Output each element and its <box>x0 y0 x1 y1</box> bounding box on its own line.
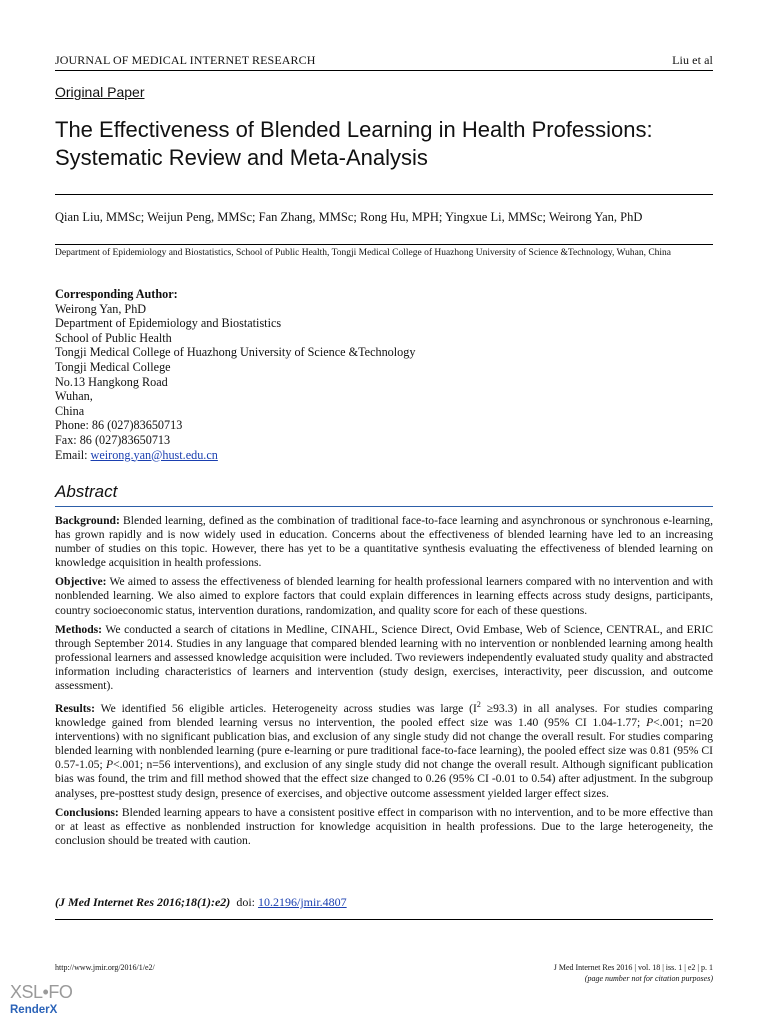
abstract-rule <box>55 506 713 507</box>
citation-ref: (J Med Internet Res 2016;18(1):e2) <box>55 895 231 909</box>
renderx-logo: RenderX <box>10 1004 58 1016</box>
corr-fax: Fax: 86 (027)83650713 <box>55 432 171 447</box>
results-text-c: <.001; n=20 interventions) with no significant publication bias, and exclusion of any single study did not change the overall result. For studies comparing blended learning with nonblended learning (pure e-learning or pure traditional face-to-face learning), the pooled effect size was 0.81 (95% CI 0.57-1.05; <box>55 716 713 772</box>
header-rule <box>55 70 713 71</box>
results-text-d: <.001; n=56 interventions), and exclusion of any single study did not change the overall result. Although significant publication bias was found, the trim and fill method showed that the effect size changed to 0.26 (95% CI -0.01 to 0.54) after adjustment. In the subgroup analyses, pre-posttest study design, presence of exercises, and objective outcome assessment yielded larger effect sizes. <box>55 758 713 800</box>
email-label: Email: <box>55 447 91 462</box>
results-text-b: ≥93.3) in all analyses. For studies comparing knowledge gained from blended learning versus no intervention, the pooled effect size was 1.40 (95% CI 1.04-1.77; <box>55 701 713 730</box>
objective-text: We aimed to assess the effectiveness of blended learning for health professional learners compared with no intervention and with nonblended learning. We also aimed to explore factors that could explain differences in learning effects across study designs, participants, country socioeconomic status, intervention durations, randomization, and quality score for each of these questions. <box>55 575 713 617</box>
corresponding-author-block <box>55 287 555 462</box>
corr-line: Wuhan, <box>55 389 93 404</box>
corr-line: Tongji Medical College of Huazhong University of Science &Technology <box>55 345 416 360</box>
abstract-results <box>55 698 713 801</box>
affiliation: Department of Epidemiology and Biostatistics, School of Public Health, Tongji Medical College of Huazhong University of Science &Technology, Wuhan, China <box>55 248 672 258</box>
corr-line: No.13 Hangkong Road <box>55 374 168 389</box>
paper-title-line-2: Systematic Review and Meta-Analysis <box>55 145 428 170</box>
footer-url[interactable]: http://www.jmir.org/2016/1/e2/ <box>55 963 155 972</box>
doi-link[interactable]: 10.2196/jmir.4807 <box>257 895 347 909</box>
abstract-background <box>55 514 713 570</box>
corr-phone: Phone: 86 (027)83650713 <box>55 418 183 433</box>
abstract-methods <box>55 623 713 693</box>
citation-rule <box>55 919 713 920</box>
abstract-conclusions <box>55 806 713 848</box>
results-label: Results: <box>55 701 95 715</box>
results-text-a: We identified 56 eligible articles. Heterogeneity across studies was large (I <box>100 701 477 715</box>
corresponding-author-label: Corresponding Author: <box>55 287 178 301</box>
corr-line: China <box>55 403 85 418</box>
conclusions-label: Conclusions: <box>55 805 119 819</box>
title-rule <box>55 194 713 195</box>
paper-title <box>55 116 735 172</box>
results-p-symbol: P <box>646 716 654 730</box>
running-header-authors: Liu et al <box>672 53 713 67</box>
conclusions-text: Blended learning appears to have a consistent positive effect in comparison with no intervention, and to be more effective than or at least as effective as nonblended instruction for knowledge acquisition in health professions. Due to the large heterogeneity, the conclusion should be treated with caution. <box>55 805 713 847</box>
corr-line: School of Public Health <box>55 330 172 345</box>
email-link[interactable]: weirong.yan@hust.edu.cn <box>90 447 218 462</box>
doi-label: doi: <box>236 895 255 909</box>
xslfo-logo: XSL•FO <box>10 982 73 1002</box>
background-label: Background: <box>55 514 120 527</box>
objective-label: Objective: <box>55 575 107 589</box>
article-type: Original Paper <box>55 84 145 100</box>
corr-line: Department of Epidemiology and Biostatistics <box>55 316 282 331</box>
footer-note: (page number not for citation purposes) <box>584 974 713 983</box>
results-p-symbol: P <box>106 758 114 772</box>
citation-line <box>55 895 347 910</box>
results-superscript: 2 <box>476 700 481 710</box>
corr-line: Weirong Yan, PhD <box>55 301 147 316</box>
paper-title-line-1: The Effectiveness of Blended Learning in Health Professions: <box>55 117 653 142</box>
running-header-journal: JOURNAL OF MEDICAL INTERNET RESEARCH <box>55 53 316 67</box>
author-list: Qian Liu, MMSc; Weijun Peng, MMSc; Fan Zhang, MMSc; Rong Hu, MPH; Yingxue Li, MMSc; Weirong Yan, PhD <box>55 210 643 224</box>
corr-line: Tongji Medical College <box>55 359 171 374</box>
authors-rule <box>55 244 713 245</box>
abstract-heading: Abstract <box>55 482 118 501</box>
methods-label: Methods: <box>55 622 103 636</box>
abstract-body <box>55 514 713 853</box>
corr-email-row <box>55 448 555 463</box>
background-text: Blended learning, defined as the combination of traditional face-to-face learning and asynchronous or synchronous e-learning, has grown rapidly and is now widely used in education. Concerns about the effectiveness of blended learning have led to an increasing number of studies on this topic. However, there has yet to be a quantitative synthesis evaluating the effectiveness of blended learning on knowledge acquisition in health professions. <box>55 514 713 570</box>
abstract-objective <box>55 575 713 617</box>
methods-text: We conducted a search of citations in Medline, CINAHL, Science Direct, Ovid Embase, Web of Science, CENTRAL, and ERIC through September 2014. Studies in any language that compared blended learning with no intervention or nonblended learning among health professional learners and assessed knowledge acquisition were included. Two reviewers independently evaluated study quality and abstracted information including characteristics of learners and intervention (study design, exercises, interactivity, peer discussion, and outcome assessment). <box>55 622 713 693</box>
footer-issue: J Med Internet Res 2016 | vol. 18 | iss. 1 | e2 | p. 1 <box>553 963 713 972</box>
